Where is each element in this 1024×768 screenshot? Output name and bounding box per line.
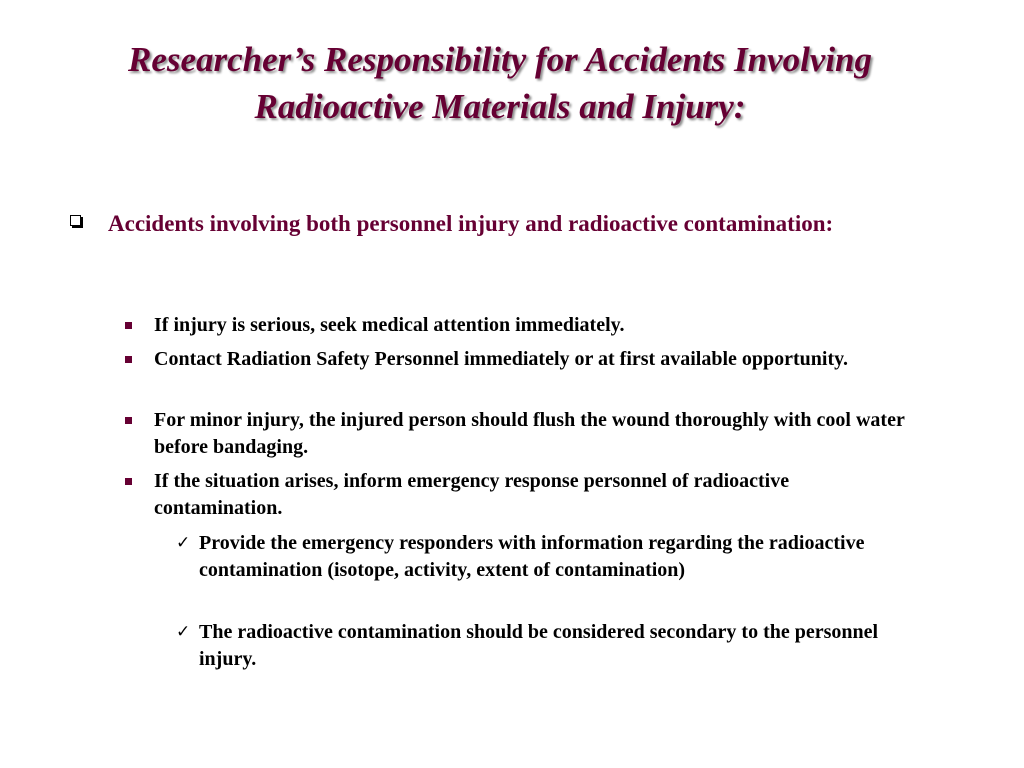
sub-bullet-text: For minor injury, the injured person should flush the wound thoroughly with cool water before bandaging.: [154, 409, 905, 458]
sub-bullet-item: [125, 312, 915, 339]
square-bullet-icon: [125, 322, 132, 329]
sub-bullet-text: If injury is serious, seek medical attention immediately.: [154, 314, 625, 336]
check-bullet-text: The radioactive contamination should be considered secondary to the personnel injury.: [199, 621, 879, 670]
slide-title-line-1: Researcher’s Responsibility for Accidents Involving: [127, 40, 873, 79]
slide-title: [0, 36, 1000, 130]
sub-bullet-text: If the situation arises, inform emergency response personnel of radioactive contamination.: [154, 470, 790, 519]
hollow-square-bullet-icon: [70, 215, 81, 226]
sub-bullet-item: [125, 407, 915, 461]
main-bullet-text: Accidents involving both personnel injury and radioactive contamination:: [108, 211, 834, 236]
square-bullet-icon: [125, 356, 132, 363]
sub-bullet-item: [125, 468, 915, 522]
sub-bullet-text: Contact Radiation Safety Personnel immediately or at first available opportunity.: [154, 348, 849, 370]
main-bullet-item: [70, 209, 870, 239]
slide-title-line-2: Radioactive Materials and Injury:: [254, 87, 746, 126]
check-bullet-item: [176, 619, 921, 673]
check-bullet-item: [176, 530, 921, 584]
checkmark-icon: ✓: [176, 533, 191, 553]
sub-bullet-item: [125, 346, 915, 373]
square-bullet-icon: [125, 478, 132, 485]
square-bullet-icon: [125, 417, 132, 424]
check-bullet-text: Provide the emergency responders with information regarding the radioactive contamination (isotope, activity, extent of contamination): [199, 532, 865, 581]
checkmark-icon: ✓: [176, 622, 191, 642]
